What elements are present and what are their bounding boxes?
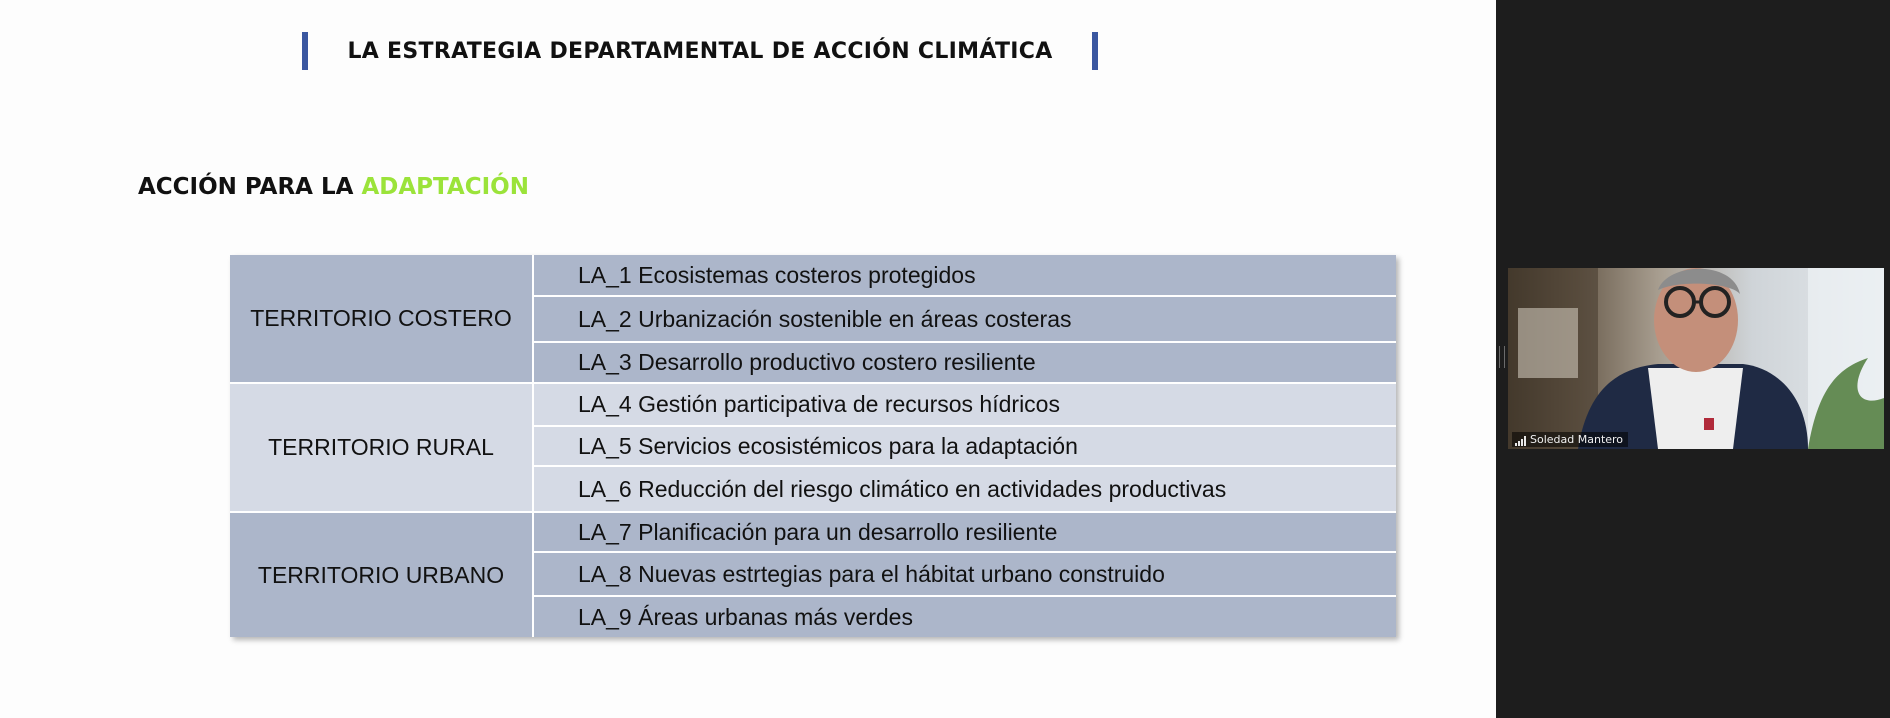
participant-name-label <box>1512 432 1628 447</box>
subtitle-prefix: ACCIÓN PARA LA <box>138 174 362 200</box>
line-item: LA_7 Planificación para un desarrollo resiliente <box>533 512 1396 552</box>
adaptation-lines-table <box>230 255 1396 637</box>
participant-video-image <box>1508 268 1884 449</box>
category-cell: TERRITORIO URBANO <box>230 512 533 637</box>
table-row <box>230 512 1396 552</box>
table-row <box>230 255 1396 296</box>
line-item: LA_2 Urbanización sostenible en áreas costeras <box>533 296 1396 342</box>
video-gallery-panel <box>1496 0 1890 718</box>
line-item: LA_1 Ecosistemas costeros protegidos <box>533 255 1396 296</box>
participant-name: Soledad Mantero <box>1530 433 1624 446</box>
participant-video-tile[interactable] <box>1508 268 1884 449</box>
signal-bars-icon <box>1515 436 1526 446</box>
line-item: LA_3 Desarrollo productivo costero resiliente <box>533 342 1396 383</box>
category-cell: TERRITORIO COSTERO <box>230 255 533 383</box>
subtitle-accent: ADAPTACIÓN <box>361 174 529 200</box>
slide-title: LA ESTRATEGIA DEPARTAMENTAL DE ACCIÓN CLIMÁTICA <box>347 38 1053 64</box>
line-item: LA_9 Áreas urbanas más verdes <box>533 596 1396 637</box>
line-item: LA_8 Nuevas estrtegias para el hábitat urbano construido <box>533 552 1396 596</box>
slide-subtitle <box>138 174 529 200</box>
line-item: LA_5 Servicios ecosistémicos para la adaptación <box>533 426 1396 466</box>
table-row <box>230 383 1396 426</box>
panel-resize-handle[interactable] <box>1499 346 1505 368</box>
line-item: LA_6 Reducción del riesgo climático en actividades productivas <box>533 466 1396 512</box>
category-cell: TERRITORIO RURAL <box>230 383 533 512</box>
line-item: LA_4 Gestión participativa de recursos hídricos <box>533 383 1396 426</box>
slide-title-bar <box>302 32 1098 70</box>
